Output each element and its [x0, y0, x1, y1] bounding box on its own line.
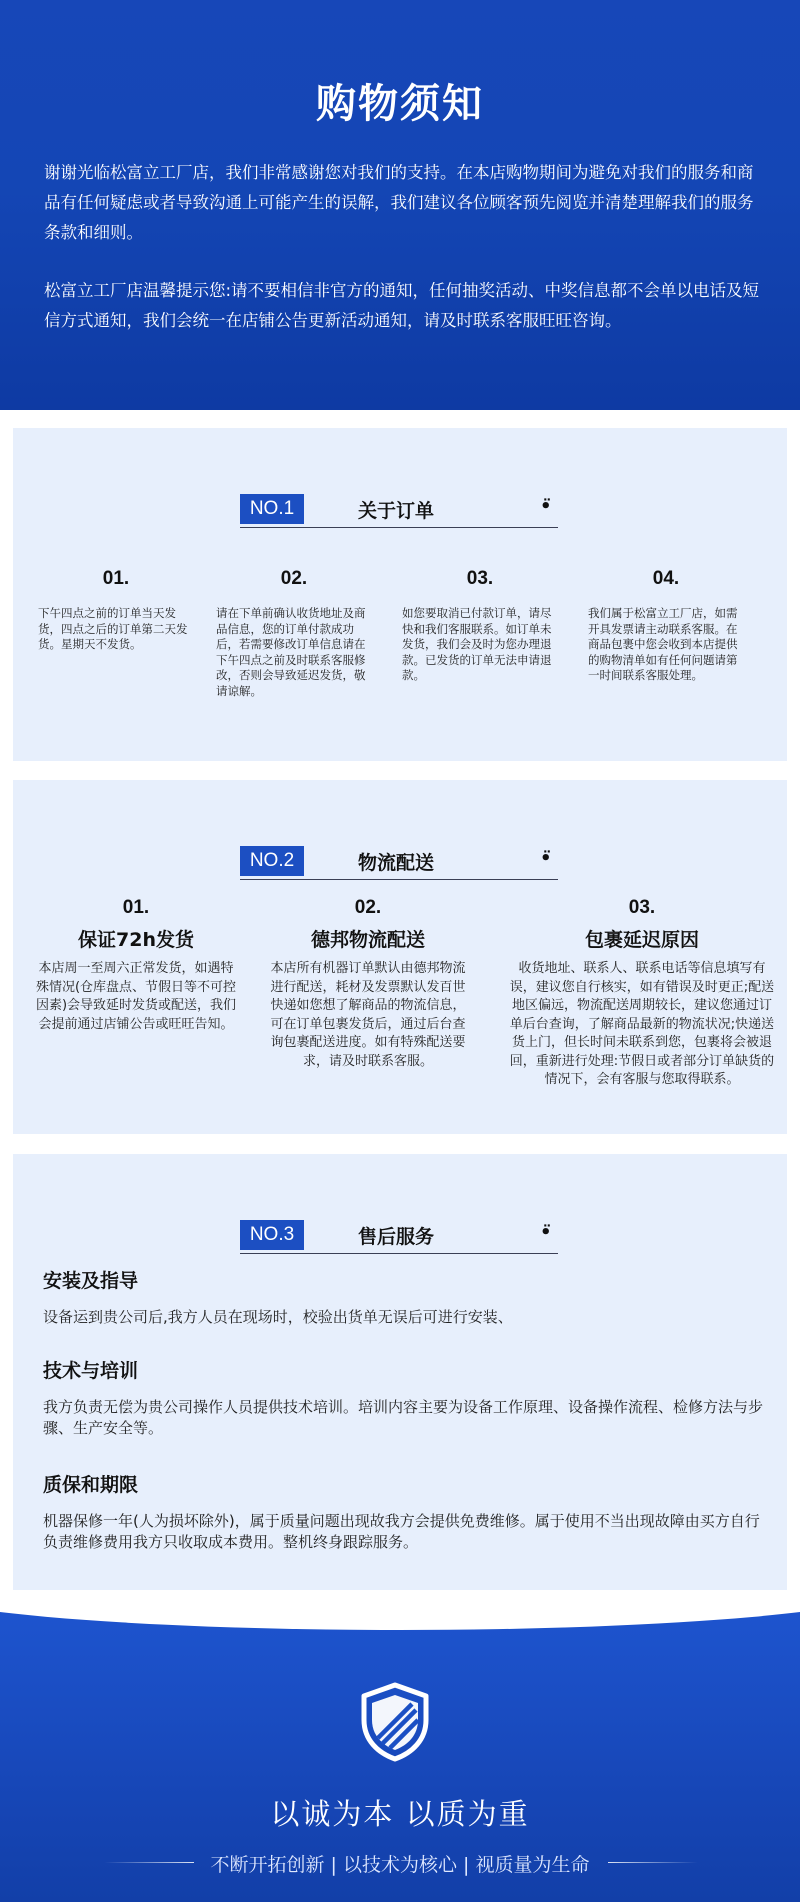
item-heading: 保证72h发货 [78, 929, 194, 951]
item-heading: 包裹延迟原因 [584, 929, 699, 951]
item-number: 03. [466, 568, 494, 589]
header-banner [0, 0, 800, 410]
item-number: 03. [628, 897, 656, 918]
item-text: 请在下单前确认收货地址及商品信息，您的订单付款成功后，若需要修改订单信息请在下午四点之前及时联系客服修改，否则会导致延迟发货，敬请谅解。 [216, 606, 366, 698]
item-heading: 德邦物流配送 [310, 929, 425, 951]
intro-paragraph: 谢谢光临松富立工厂店，我们非常感谢您对我们的支持。在本店购物期间为避免对我们的服务和商品有任何疑虑或者导致沟通上可能产生的误解，我们建议各位顾客预先阅览并清楚理解我们的服务条款和细则。 [44, 163, 754, 242]
block-heading: 质保和期限 [43, 1474, 139, 1496]
item-number: 02. [280, 568, 308, 589]
dots-icon: •̈ [540, 848, 552, 869]
item-text: 如您要取消已付款订单，请尽快和我们客服联系。如订单未发货，我们会及时为您办理退款。已发货的订单无法申请退款。 [402, 606, 552, 682]
page-title: 购物须知 [316, 81, 484, 127]
item-number: 04. [652, 568, 680, 589]
footer-arc [0, 1600, 800, 1630]
section-number-badge: NO.1 [240, 494, 304, 524]
service-block [43, 1266, 773, 1328]
block-text: 我方负责无偿为贵公司操作人员提供技术培训。培训内容主要为设备工作原理、设备操作流程、检修方法与步骤、生产安全等。 [43, 1398, 764, 1437]
section-orders [13, 428, 787, 761]
section-heading [240, 494, 558, 528]
shipping-item [266, 897, 470, 1071]
item-number: 02. [354, 897, 382, 918]
warning-paragraph: 松富立工厂店温馨提示您:请不要相信非官方的通知，任何抽奖活动、中奖信息都不会单以电话及短信方式通知，我们会统一在店铺公告更新活动通知，请及时联系客服旺旺咨询。 [44, 281, 760, 330]
item-number: 01. [122, 897, 150, 918]
section-title: 售后服务 [358, 1226, 435, 1248]
order-item [588, 568, 744, 684]
order-item [402, 568, 558, 684]
shipping-item [507, 897, 777, 1090]
item-text: 下午四点之前的订单当天发货，四点之后的订单第二天发货。星期天不发货。 [38, 606, 188, 651]
section-number-badge: NO.2 [240, 846, 304, 876]
item-text: 本店所有机器订单默认由德邦物流进行配送，耗材及发票默认发百世快递如您想了解商品的物流信息，可在订单包裹发货后，通过后台查询包裹配送进度。如有特殊配送要求，请及时联系客服。 [270, 961, 466, 1069]
section-shipping [13, 780, 787, 1134]
footer-slogan: 以诚为本 以质为重 [270, 1797, 530, 1831]
block-text: 机器保修一年(人为损坏除外)，属于质量问题出现故我方会提供免费维修。属于使用不当出现故障由买方自行负责维修费用我方只收取成本费用。整机终身跟踪服务。 [43, 1512, 760, 1551]
section-heading [240, 846, 558, 880]
order-item [38, 568, 194, 653]
section-after-sales [13, 1154, 787, 1590]
item-text: 我们属于松富立工厂店，如需开具发票请主动联系客服。在商品包裹中您会收到本店提供的购物清单如有任何问题请第一时间联系客服处理。 [588, 606, 738, 682]
item-text: 本店周一至周六正常发货，如遇特殊情况(仓库盘点、节假日等不可控因素)会导致延时发货或配送，我们会提前通过店铺公告或旺旺告知。 [35, 961, 237, 1032]
item-number: 01. [102, 568, 130, 589]
footer-banner [0, 1600, 800, 1902]
service-block [43, 1356, 773, 1439]
shield-icon [360, 1682, 430, 1762]
order-item [216, 568, 372, 699]
section-title: 物流配送 [358, 852, 435, 874]
footer-subtitle: 不断开拓创新 | 以技术为核心 | 视质量为生命 [210, 1854, 590, 1876]
dots-icon: •̈ [540, 496, 552, 517]
shipping-item [33, 897, 239, 1034]
dots-icon: •̈ [540, 1222, 552, 1243]
service-block [43, 1470, 773, 1553]
section-title: 关于订单 [358, 500, 435, 522]
block-heading: 安装及指导 [43, 1270, 139, 1292]
item-text: 收货地址、联系人、联系电话等信息填写有误，建议您自行核实，如有错误及时更正;配送地区偏远，物流配送周期较长，建议您通过订单后台查询，了解商品最新的物流状况;快递送货上门，但长时间未联系到您，包裹将会被退回，重新进行处理:节假日或者部分订单缺货的情况下，会有客服与您取得联系。 [509, 961, 775, 1087]
block-heading: 技术与培训 [43, 1360, 139, 1382]
section-number-badge: NO.3 [240, 1220, 304, 1250]
section-heading [240, 1220, 558, 1254]
block-text: 设备运到贵公司后,我方人员在现场时，校验出货单无误后可进行安装、 [43, 1308, 513, 1326]
